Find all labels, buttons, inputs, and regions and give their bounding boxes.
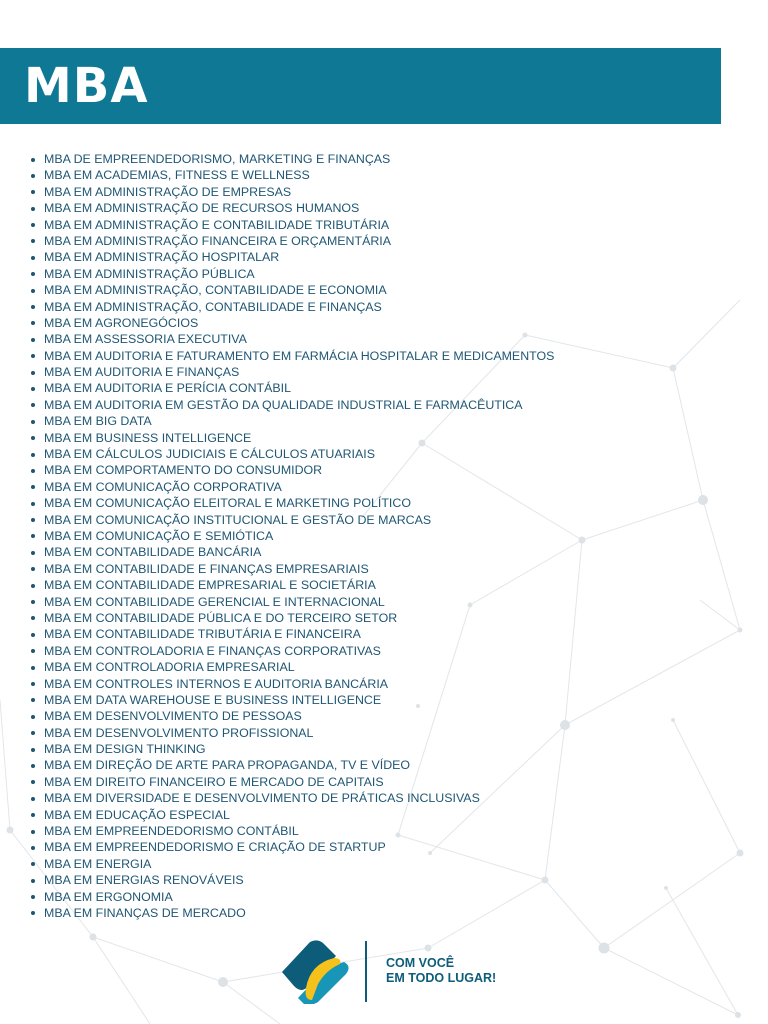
list-item: MBA EM CONTABILIDADE EMPRESARIAL E SOCIETÁRIA: [28, 577, 554, 593]
list-item: MBA EM DIREÇÃO DE ARTE PARA PROPAGANDA, TV E VÍDEO: [28, 757, 554, 773]
list-item: MBA EM ADMINISTRAÇÃO, CONTABILIDADE E FINANÇAS: [28, 299, 554, 315]
list-item: MBA EM CÁLCULOS JUDICIAIS E CÁLCULOS ATUARIAIS: [28, 446, 554, 462]
footer-slogan: [386, 956, 496, 986]
list-item: MBA EM DATA WAREHOUSE E BUSINESS INTELLIGENCE: [28, 692, 554, 708]
list-item: MBA EM ENERGIAS RENOVÁVEIS: [28, 872, 554, 888]
list-item: MBA EM AUDITORIA E PERÍCIA CONTÁBIL: [28, 380, 554, 396]
list-item: MBA EM ENERGIA: [28, 856, 554, 872]
list-item: MBA EM ADMINISTRAÇÃO FINANCEIRA E ORÇAMENTÁRIA: [28, 233, 554, 249]
list-item: MBA EM ACADEMIAS, FITNESS E WELLNESS: [28, 167, 554, 183]
list-item: MBA EM DIREITO FINANCEIRO E MERCADO DE CAPITAIS: [28, 774, 554, 790]
list-item: MBA EM DESENVOLVIMENTO DE PESSOAS: [28, 708, 554, 724]
list-item: MBA EM BIG DATA: [28, 413, 554, 429]
list-item: MBA EM COMUNICAÇÃO INSTITUCIONAL E GESTÃO DE MARCAS: [28, 512, 554, 528]
list-item: MBA EM ADMINISTRAÇÃO E CONTABILIDADE TRIBUTÁRIA: [28, 217, 554, 233]
list-item: MBA EM AGRONEGÓCIOS: [28, 315, 554, 331]
list-item: MBA EM EMPREENDEDORISMO E CRIAÇÃO DE STARTUP: [28, 839, 554, 855]
list-item: MBA EM ADMINISTRAÇÃO PÚBLICA: [28, 266, 554, 282]
list-item: MBA EM DESIGN THINKING: [28, 741, 554, 757]
list-item: MBA EM EDUCAÇÃO ESPECIAL: [28, 807, 554, 823]
list-item: MBA EM EMPREENDEDORISMO CONTÁBIL: [28, 823, 554, 839]
list-item: MBA EM ADMINISTRAÇÃO DE EMPRESAS: [28, 184, 554, 200]
list-item: MBA EM COMUNICAÇÃO E SEMIÓTICA: [28, 528, 554, 544]
list-item: MBA EM COMUNICAÇÃO ELEITORAL E MARKETING POLÍTICO: [28, 495, 554, 511]
footer-divider: [365, 941, 367, 1002]
list-item: MBA EM CONTABILIDADE BANCÁRIA: [28, 544, 554, 560]
list-item: MBA EM ADMINISTRAÇÃO, CONTABILIDADE E ECONOMIA: [28, 282, 554, 298]
list-item: MBA EM FINANÇAS DE MERCADO: [28, 905, 554, 921]
list-item: MBA EM AUDITORIA E FINANÇAS: [28, 364, 554, 380]
list-item: MBA EM DESENVOLVIMENTO PROFISSIONAL: [28, 725, 554, 741]
list-item: MBA EM AUDITORIA E FATURAMENTO EM FARMÁCIA HOSPITALAR E MEDICAMENTOS: [28, 348, 554, 364]
list-item: MBA EM ADMINISTRAÇÃO DE RECURSOS HUMANOS: [28, 200, 554, 216]
list-item: MBA EM CONTABILIDADE E FINANÇAS EMPRESARIAIS: [28, 561, 554, 577]
list-item: MBA EM CONTROLADORIA E FINANÇAS CORPORATIVAS: [28, 643, 554, 659]
list-item: MBA EM ASSESSORIA EXECUTIVA: [28, 331, 554, 347]
list-item: MBA EM COMPORTAMENTO DO CONSUMIDOR: [28, 462, 554, 478]
logo-icon: [280, 938, 352, 1004]
list-item: MBA DE EMPREENDEDORISMO, MARKETING E FINANÇAS: [28, 151, 554, 167]
list-item: MBA EM COMUNICAÇÃO CORPORATIVA: [28, 479, 554, 495]
list-item: MBA EM CONTROLADORIA EMPRESARIAL: [28, 659, 554, 675]
header-band: [0, 48, 721, 124]
list-item: MBA EM BUSINESS INTELLIGENCE: [28, 430, 554, 446]
list-item: MBA EM ERGONOMIA: [28, 889, 554, 905]
list-item: MBA EM CONTABILIDADE TRIBUTÁRIA E FINANCEIRA: [28, 626, 554, 642]
list-item: MBA EM CONTROLES INTERNOS E AUDITORIA BANCÁRIA: [28, 676, 554, 692]
slogan-line-1: COM VOCÊ: [386, 956, 455, 970]
list-item: MBA EM CONTABILIDADE GERENCIAL E INTERNACIONAL: [28, 594, 554, 610]
list-item: MBA EM CONTABILIDADE PÚBLICA E DO TERCEIRO SETOR: [28, 610, 554, 626]
course-list: [28, 151, 554, 921]
slogan-line-2: EM TODO LUGAR!: [386, 971, 497, 985]
list-item: MBA EM DIVERSIDADE E DESENVOLVIMENTO DE PRÁTICAS INCLUSIVAS: [28, 790, 554, 806]
list-item: MBA EM ADMINISTRAÇÃO HOSPITALAR: [28, 249, 554, 265]
list-item: MBA EM AUDITORIA EM GESTÃO DA QUALIDADE INDUSTRIAL E FARMACÊUTICA: [28, 397, 554, 413]
page-title: MBA: [24, 58, 149, 114]
